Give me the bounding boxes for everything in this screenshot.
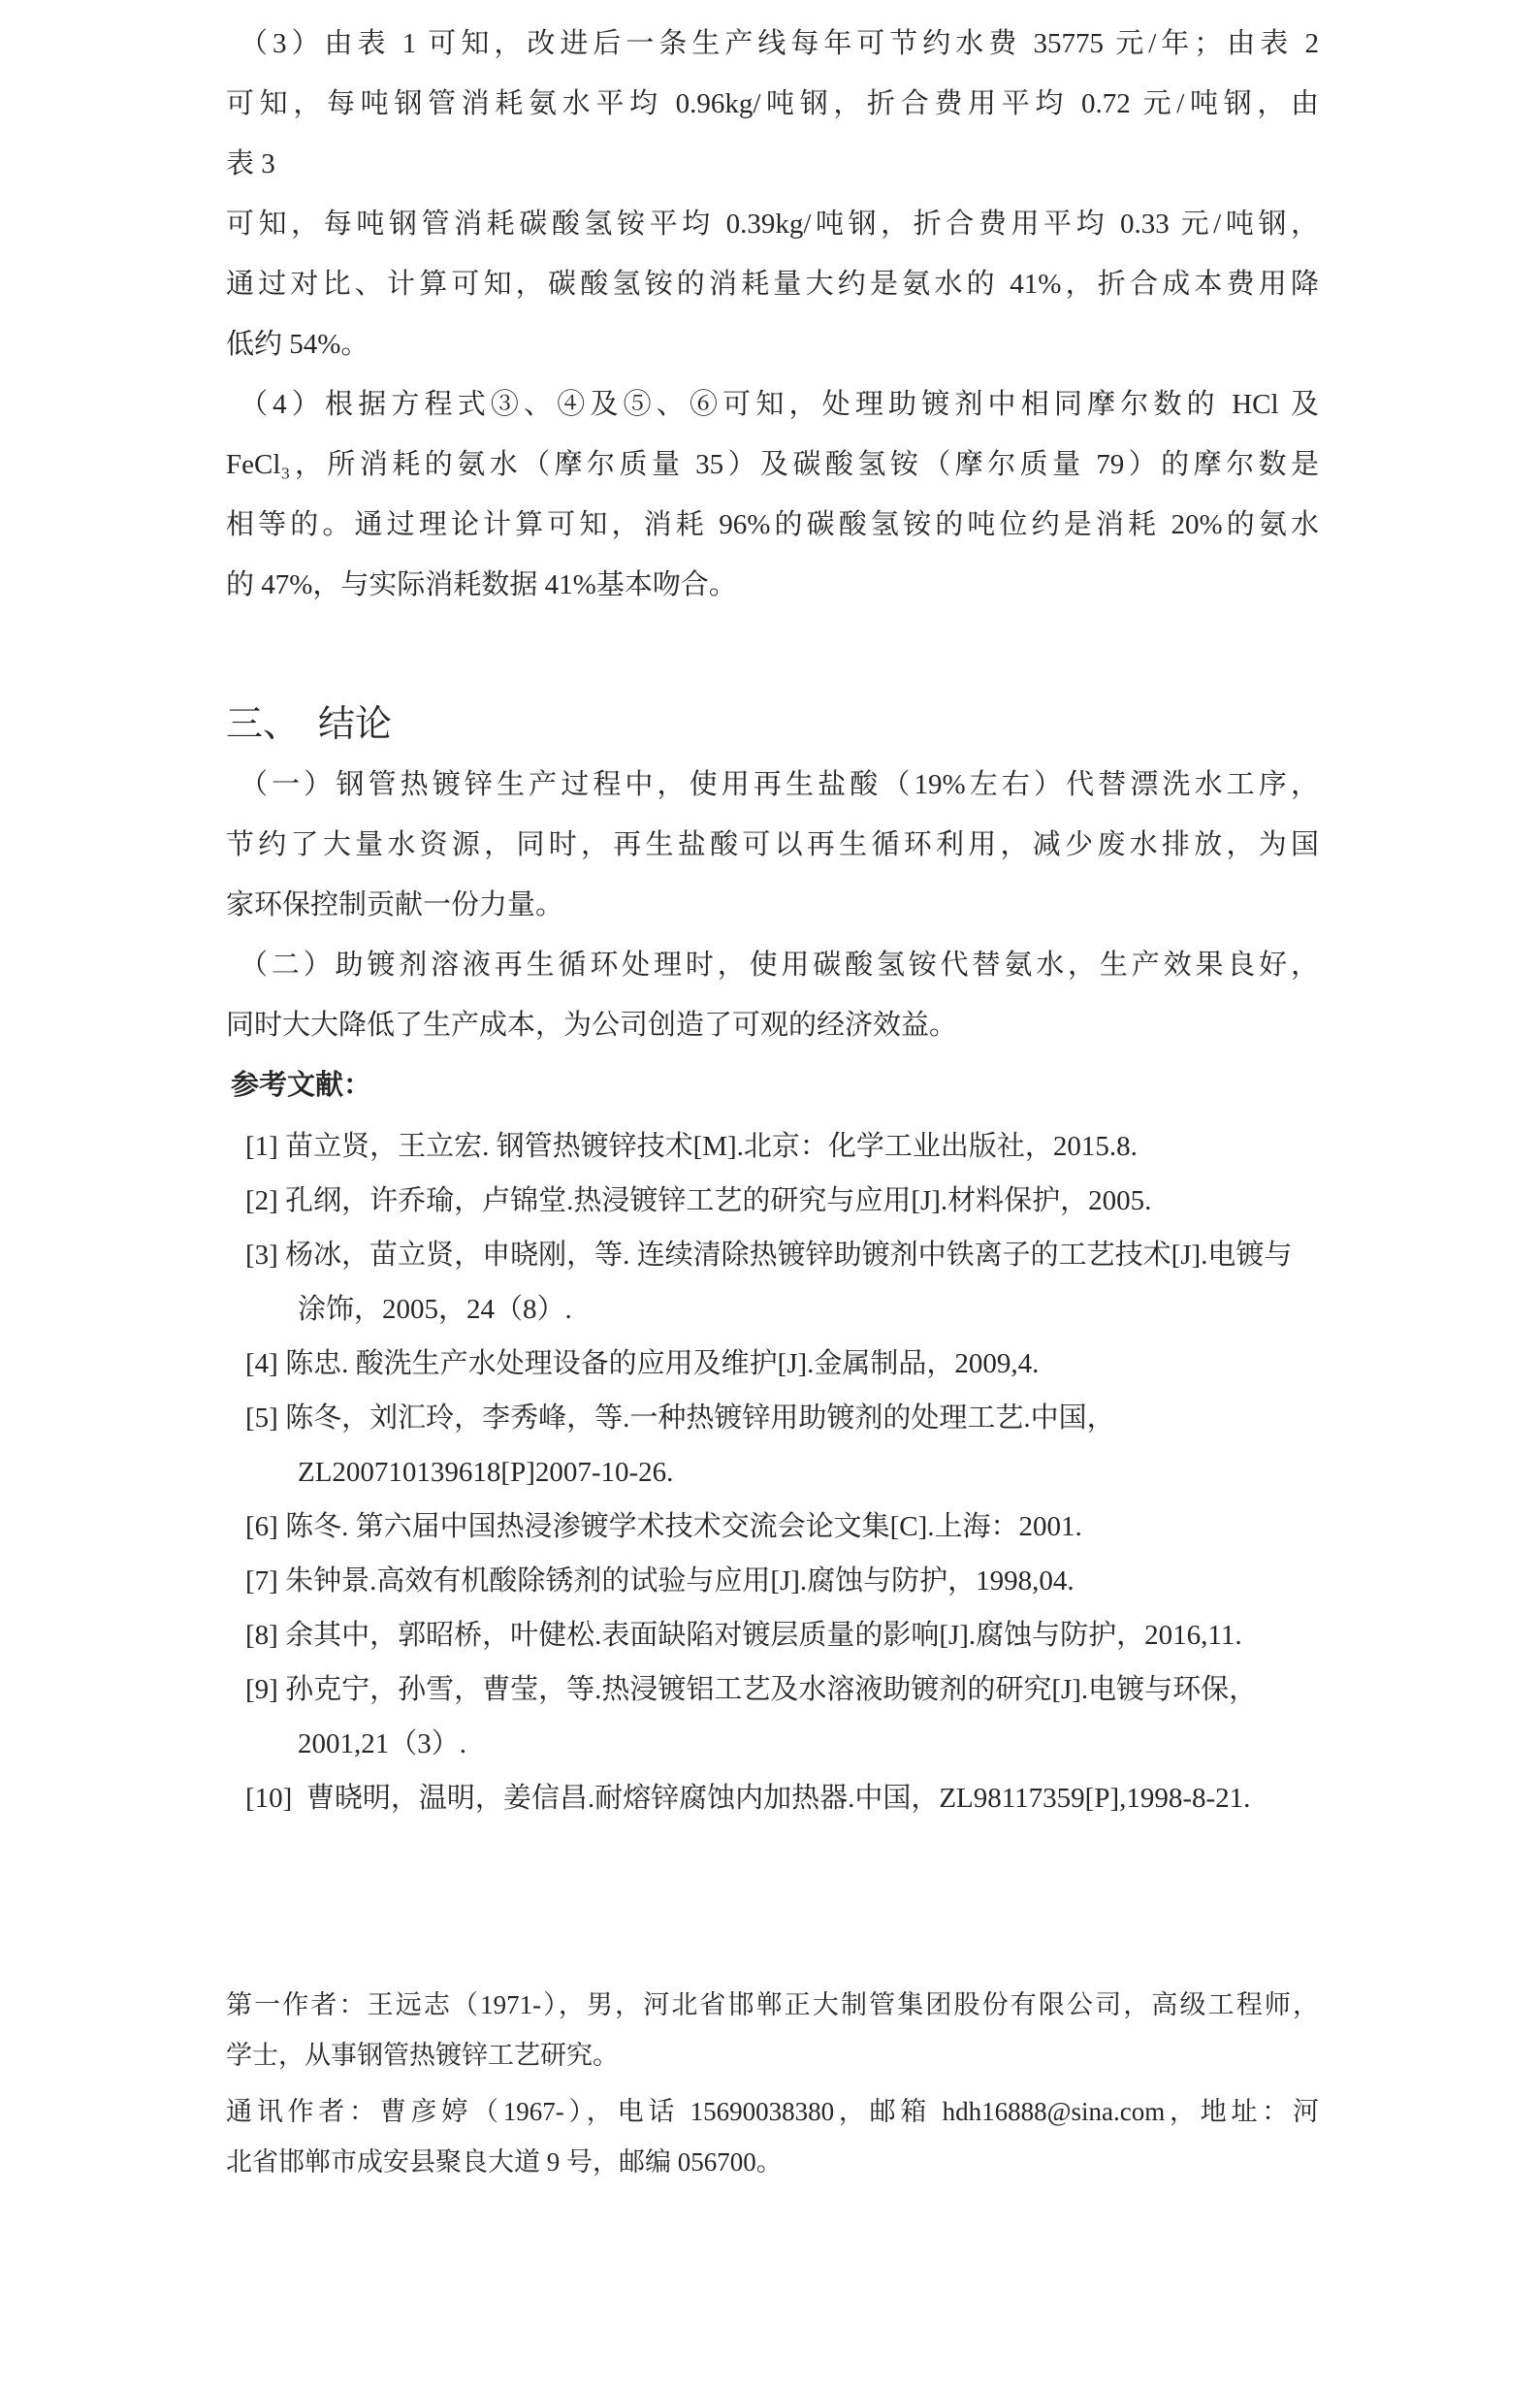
body-line: （一）钢管热镀锌生产过程中，使用再生盐酸（19%左右）代替漂洗水工序， [240,769,1319,800]
reference-line: [4] 陈忠. 酸洗生产水处理设备的应用及维护[J].金属制品，2009,4. [245,1348,1040,1379]
reference-line: [9] 孙克宁，孙雪，曹莹，等.热浸镀铝工艺及水溶液助镀剂的研究[J].电镀与环保， [245,1674,1258,1705]
paragraph-4 [226,374,1319,615]
reference-line: 2001,21（3）. [298,1728,467,1759]
reference-line: [7] 朱钟景.高效有机酸除锈剂的试验与应用[J].腐蚀与防护，1998,04. [245,1565,1075,1596]
reference-line: ZL200710139618[P]2007-10-26. [298,1457,674,1488]
reference-line: 涂饰，2005，24（8）. [298,1294,572,1325]
body-line: 家环保控制贡献一份力量。 [226,889,564,920]
body-line: 的 47%，与实际消耗数据 41%基本吻合。 [226,569,737,600]
note-line: 第一作者：王远志（1971-），男，河北省邯郸正大制管集团股份有限公司，高级工程师， [226,1990,1319,2019]
conclusion-paragraph-1 [226,755,1319,935]
reference-item [245,1391,1319,1499]
references-heading: 参考文献： [231,1070,372,1101]
reference-line: [5] 陈冬，刘汇玲，李秀峰，等.一种热镀锌用助镀剂的处理工艺.中国， [245,1403,1115,1434]
section-heading: 三、 结论 [226,704,393,745]
references-list [226,1119,1319,1825]
body-line: 同时大大降低了生产成本，为公司创造了可观的经济效益。 [226,1010,958,1041]
reference-line: [1] 苗立贤，王立宏. 钢管热镀锌技术[M].北京：化学工业出版社，2015.8. [245,1131,1138,1162]
note-line: 学士，从事钢管热镀锌工艺研究。 [226,2041,619,2070]
conclusion-paragraph-2 [226,935,1319,1055]
reference-line: [2] 孔纲，许乔瑜，卢锦堂.热浸镀锌工艺的研究与应用[J].材料保护，2005. [245,1185,1152,1216]
body-line: 低约 54%。 [226,329,369,360]
body-line: 表 3 [226,148,275,179]
note-line: 北省邯郸市成安县聚良大道 9 号，邮编 056700。 [226,2147,783,2176]
body-line: （3）由表 1 可知，改进后一条生产线每年可节约水费 35775 元/年；由表 2 [240,28,1319,59]
body-line: （4）根据方程式③、④及⑤、⑥可知，处理助镀剂中相同摩尔数的 HCl 及 [240,389,1319,420]
reference-item [245,1771,1319,1825]
reference-item [245,1228,1319,1337]
reference-item [245,1554,1319,1608]
body-line: 相等的。通过理论计算可知，消耗 96%的碳酸氢铵的吨位约是消耗 20%的氨水 [226,509,1319,540]
body-line: FeCl₃，所消耗的氨水（摩尔质量 35）及碳酸氢铵（摩尔质量 79）的摩尔数是 [226,449,1319,480]
reference-line: [10] 曹晓明，温明，姜信昌.耐熔锌腐蚀内加热器.中国，ZL98117359[P],1998-8-21. [245,1783,1251,1814]
first-author-note [226,1980,1319,2080]
reference-line: [3] 杨冰，苗立贤，申晓刚，等. 连续清除热镀锌助镀剂中铁离子的工艺技术[J].电镀与 [245,1240,1293,1271]
corresponding-author-note [226,2086,1319,2187]
reference-item [245,1337,1319,1391]
reference-item [245,1174,1319,1228]
reference-item [245,1499,1319,1554]
body-line: 通过对比、计算可知，碳酸氢铵的消耗量大约是氨水的 41%，折合成本费用降 [226,269,1319,300]
body-line: 可知，每吨钢管消耗碳酸氢铵平均 0.39kg/吨钢，折合费用平均 0.33 元/吨钢， [226,209,1319,240]
body-line: 可知，每吨钢管消耗氨水平均 0.96kg/吨钢，折合费用平均 0.72 元/吨钢，由 [226,88,1319,119]
reference-item [245,1119,1319,1174]
note-line: 通讯作者：曹彦婷（1967-），电话 15690038380，邮箱 hdh16888@sina.com，地址：河 [226,2097,1319,2126]
content-column [226,14,1319,2187]
reference-item [245,1662,1319,1771]
reference-line: [8] 余其中，郭昭桥，叶健松.表面缺陷对镀层质量的影响[J].腐蚀与防护，2016,11. [245,1620,1242,1651]
reference-item [245,1608,1319,1662]
body-line: （二）助镀剂溶液再生循环处理时，使用碳酸氢铵代替氨水，生产效果良好， [240,950,1319,981]
paragraph-3 [226,14,1319,374]
body-line: 节约了大量水资源，同时，再生盐酸可以再生循环利用，减少废水排放，为国 [226,829,1319,860]
reference-line: [6] 陈冬. 第六届中国热浸渗镀学术技术交流会论文集[C].上海：2001. [245,1511,1082,1542]
